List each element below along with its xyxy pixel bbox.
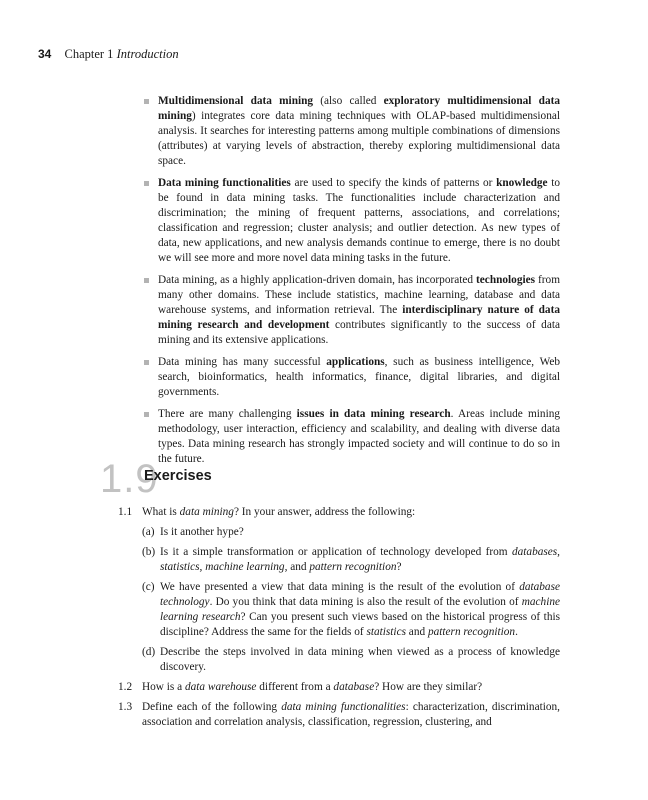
text-run: How is a: [142, 681, 185, 693]
bullet-text: [158, 95, 560, 167]
italic-term: database: [333, 681, 375, 693]
bullet-text: [158, 356, 560, 398]
subitem-label: (c): [142, 581, 155, 593]
summary-bullet: [144, 176, 560, 266]
text-run: We have presented a view that data mining is the result of the evolution of: [160, 581, 520, 593]
bold-term: exploratory multidimensional data mining: [158, 95, 560, 122]
bullet-text: [158, 274, 560, 346]
bold-term: issues in data mining research: [296, 408, 451, 420]
bold-term: interdisciplinary nature of data mining research and development: [158, 304, 560, 331]
exercise-text: [142, 701, 560, 728]
subitem-text: [160, 526, 244, 538]
text-run: ? How are they similar?: [374, 681, 483, 693]
exercise-question: [118, 505, 560, 520]
bold-term: Data mining functionalities: [158, 177, 291, 189]
square-bullet-icon: [144, 181, 149, 186]
text-run: Describe the steps involved in data mining when viewed as a process of knowledge discovery.: [160, 646, 560, 673]
section-title: Exercises: [144, 468, 212, 484]
text-run: Is it a simple transformation or application of technology developed from: [160, 546, 512, 558]
text-run: Define each of the following: [142, 701, 282, 713]
text-run: contributes significantly to the success of data mining and its extensive applications.: [158, 319, 561, 346]
text-run: .: [515, 626, 518, 638]
exercise-question: [118, 680, 560, 695]
summary-bullet: [144, 94, 560, 169]
exercise-question: [118, 700, 560, 730]
summary-bullet: [144, 355, 560, 400]
exercise-text: [142, 506, 415, 518]
text-run: ? In your answer, address the following:: [233, 506, 416, 518]
text-run: and: [287, 561, 310, 573]
text-run: are used to specify the kinds of patterns or: [290, 177, 497, 189]
italic-term: data mining: [179, 506, 234, 518]
summary-bullet-list: [144, 94, 560, 474]
text-run: ) integrates core data mining techniques with OLAP-based multidimensional analysis. It searches for interesting patterns among multiple combinations of dimensions (attributes) at varying levels of abstraction, thereby exploring multidimensional data space.: [158, 110, 560, 167]
subitem-label: (a): [142, 526, 155, 538]
exercise-number: 1.1: [118, 506, 133, 518]
square-bullet-icon: [144, 412, 149, 417]
subitem-text: [160, 646, 560, 673]
italic-term: pattern recognition: [427, 626, 516, 638]
text-run: from many other domains. These include statistics, machine learning, database and data warehouse systems, and information retrieval. The: [158, 274, 560, 316]
italic-term: machine learning research: [160, 596, 560, 623]
text-run: Data mining, as a highly application-driven domain, has incorporated: [158, 274, 477, 286]
summary-bullet: [144, 273, 560, 348]
italic-term: statistics: [366, 626, 406, 638]
page-number: 34: [38, 47, 52, 61]
italic-term: pattern recognition: [309, 561, 397, 573]
subitem-text: [160, 546, 560, 573]
text-run: There are many challenging: [158, 408, 297, 420]
bullet-text: [158, 408, 560, 465]
text-run: to be found in data mining tasks. The functionalities include characterization and discrimination; the mining of frequent patterns, associations, and correlations; classification and regression; cluster analysis; and outlier detection. As new types of data, new applications, and new analysis demands continue to emerge, there is no doubt we will see more and more novel data mining tasks in the future.: [158, 177, 560, 264]
italic-term: data mining functionalities: [281, 701, 406, 713]
text-run: Is it another hype?: [160, 526, 244, 538]
text-run: . Do you think that data mining is also the result of the evolution of: [209, 596, 522, 608]
text-run: What is: [142, 506, 180, 518]
bold-term: technologies: [476, 274, 536, 286]
chapter-title: Introduction: [116, 47, 179, 61]
text-run: different from a: [256, 681, 334, 693]
exercise-subitem: [118, 525, 560, 540]
text-run: , such as business intelligence, Web search, bioinformatics, health informatics, finance, digital libraries, and digital governments.: [158, 356, 560, 398]
text-run: : characterization, discrimination, association and correlation analysis, classification, regression, clustering, and: [142, 701, 560, 728]
square-bullet-icon: [144, 99, 149, 104]
text-run: ?: [396, 561, 402, 573]
square-bullet-icon: [144, 360, 149, 365]
text-run: (also called: [313, 95, 384, 107]
text-run: . Areas include mining methodology, user interaction, efficiency and scalability, and dealing with diverse data types. Data mining research has strongly impacted society and will continue to do so in the future.: [158, 408, 561, 465]
section-number: 1.9: [100, 457, 159, 501]
bold-term: knowledge: [496, 177, 548, 189]
bold-term: Multidimensional data mining: [158, 95, 314, 107]
exercise-number: 1.2: [118, 681, 133, 693]
subitem-label: (b): [142, 546, 156, 558]
bold-term: applications: [326, 356, 385, 368]
exercise-text: [142, 681, 482, 693]
chapter-label: Chapter 1: [64, 47, 114, 61]
summary-bullet: [144, 407, 560, 467]
text-run: Data mining has many successful: [158, 356, 327, 368]
exercise-subitem: [118, 545, 560, 575]
text-run: and: [405, 626, 428, 638]
exercise-list: [118, 500, 560, 730]
exercise-number: 1.3: [118, 701, 133, 713]
italic-term: databases, statistics, machine learning,: [160, 546, 560, 573]
italic-term: data warehouse: [185, 681, 257, 693]
subitem-text: [160, 581, 560, 638]
italic-term: database technology: [160, 581, 560, 608]
text-run: ? Can you present such views based on the historical progress of this discipline? Address the same for the fields of: [160, 611, 561, 638]
exercise-subitem: [118, 580, 560, 640]
bullet-text: [158, 177, 560, 264]
exercise-subitem: [118, 645, 560, 675]
running-header: [38, 47, 179, 62]
square-bullet-icon: [144, 278, 149, 283]
subitem-label: (d): [142, 646, 156, 658]
